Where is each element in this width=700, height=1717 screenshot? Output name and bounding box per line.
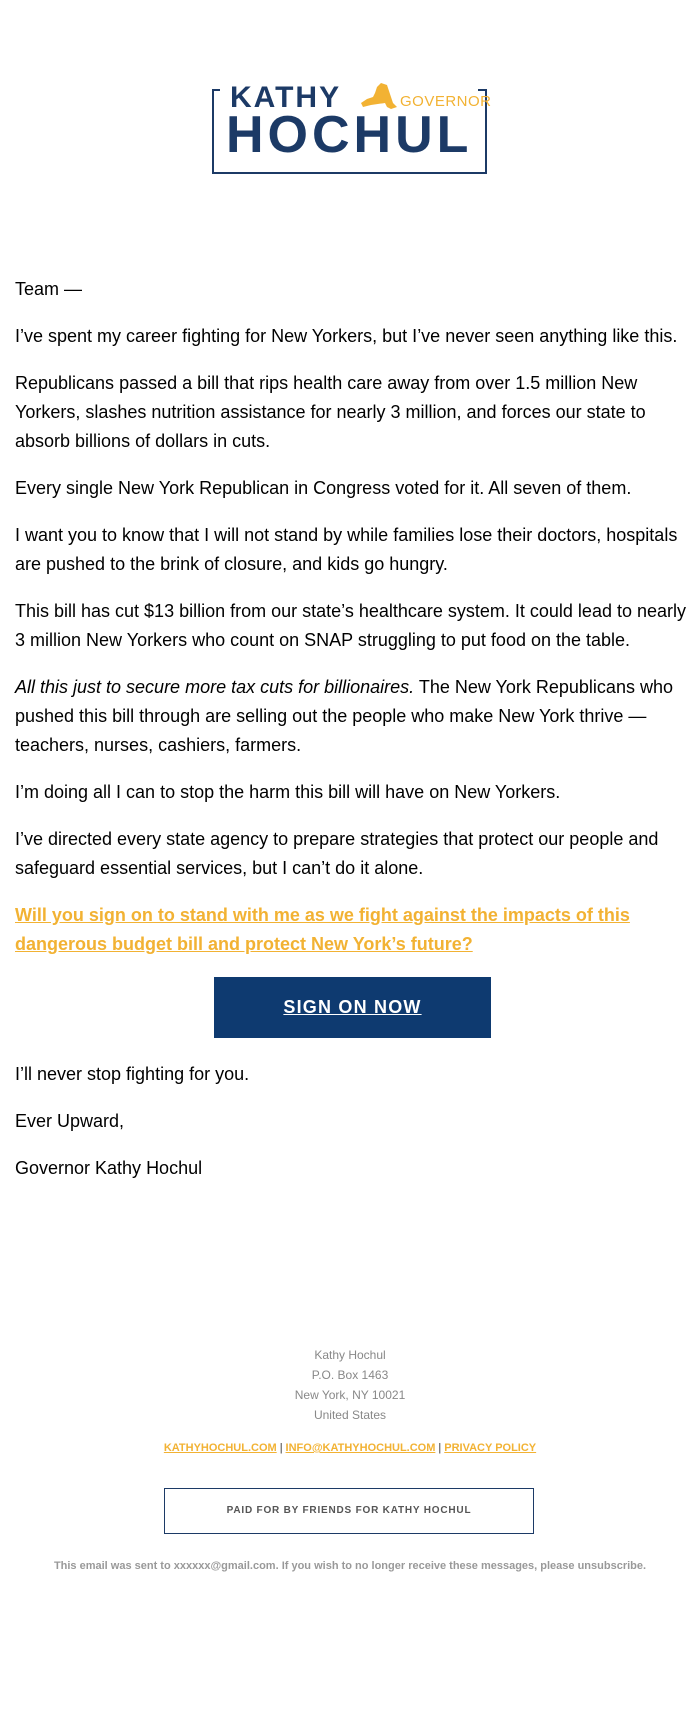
sign-on-now-button[interactable]: SIGN ON NOW (214, 977, 491, 1038)
email-body (15, 275, 690, 1201)
paid-for-disclaimer: PAID FOR BY FRIENDS FOR KATHY HOCHUL (164, 1488, 534, 1534)
closing-line: I’ll never stop fighting for you. (15, 1064, 250, 1084)
address-line: P.O. Box 1463 (311, 1368, 389, 1382)
paragraph-6-rest: The New York Republicans who pushed this bill through are selling out the people who make New York thrive — teachers, nurses, cashiers, farmers. (15, 677, 673, 755)
footer-links: KATHYHOCHUL.COM | INFO@KATHYHOCHUL.COM | PRIVACY POLICY (163, 1442, 537, 1454)
paragraph-6 (15, 673, 690, 760)
logo-last-name: HOCHUL (226, 106, 473, 164)
signature: Governor Kathy Hochul (15, 1158, 203, 1178)
paragraph-6-italic: All this just to secure more tax cuts for billionaires. (15, 677, 415, 697)
website-link[interactable]: KATHYHOCHUL.COM (163, 1442, 277, 1454)
email-link[interactable]: INFO@KATHYHOCHUL.COM (285, 1442, 436, 1454)
address-line: New York, NY 10021 (294, 1388, 406, 1402)
greeting: Team — (15, 279, 83, 299)
logo-title: GOVERNOR (400, 93, 492, 110)
logo-first-name: KATHY (230, 81, 342, 114)
paragraph-2: Republicans passed a bill that rips health care away from over 1.5 million New Yorkers, slashes nutrition assistance for nearly 3 million, and forces our state to absorb billions of dollars in cuts. (15, 373, 646, 451)
paragraph-4: I want you to know that I will not stand by while families lose their doctors, hospitals are pushed to the brink of closure, and kids go hungry. (15, 525, 678, 574)
footer-address (0, 1345, 700, 1425)
kathy-hochul-logo (212, 81, 492, 175)
cta-link[interactable]: Will you sign on to stand with me as we fight against the impacts of this dangerous budget bill and protect New York’s future? (15, 905, 630, 954)
sign-off: Ever Upward, (15, 1111, 125, 1131)
privacy-policy-link[interactable]: PRIVACY POLICY (444, 1442, 537, 1454)
paragraph-5: This bill has cut $13 billion from our state’s healthcare system. It could lead to nearly 3 million New Yorkers who count on SNAP struggling to put food on the table. (15, 601, 687, 650)
paragraph-3: Every single New York Republican in Congress voted for it. All seven of them. (15, 478, 632, 498)
paragraph-8: I’ve directed every state agency to prepare strategies that protect our people and safeguard essential services, but I can’t do it alone. (15, 829, 659, 878)
paragraph-7: I’m doing all I can to stop the harm this bill will have on New Yorkers. (15, 782, 561, 802)
paragraph-1: I’ve spent my career fighting for New Yorkers, but I’ve never seen anything like this. (15, 326, 678, 346)
cta-paragraph (15, 901, 690, 959)
unsubscribe-notice[interactable]: This email was sent to xxxxxx@gmail.com. If you wish to no longer receive these messages, please unsubscribe. (53, 1560, 647, 1572)
address-line: Kathy Hochul (314, 1348, 386, 1362)
address-line: United States (313, 1408, 387, 1422)
